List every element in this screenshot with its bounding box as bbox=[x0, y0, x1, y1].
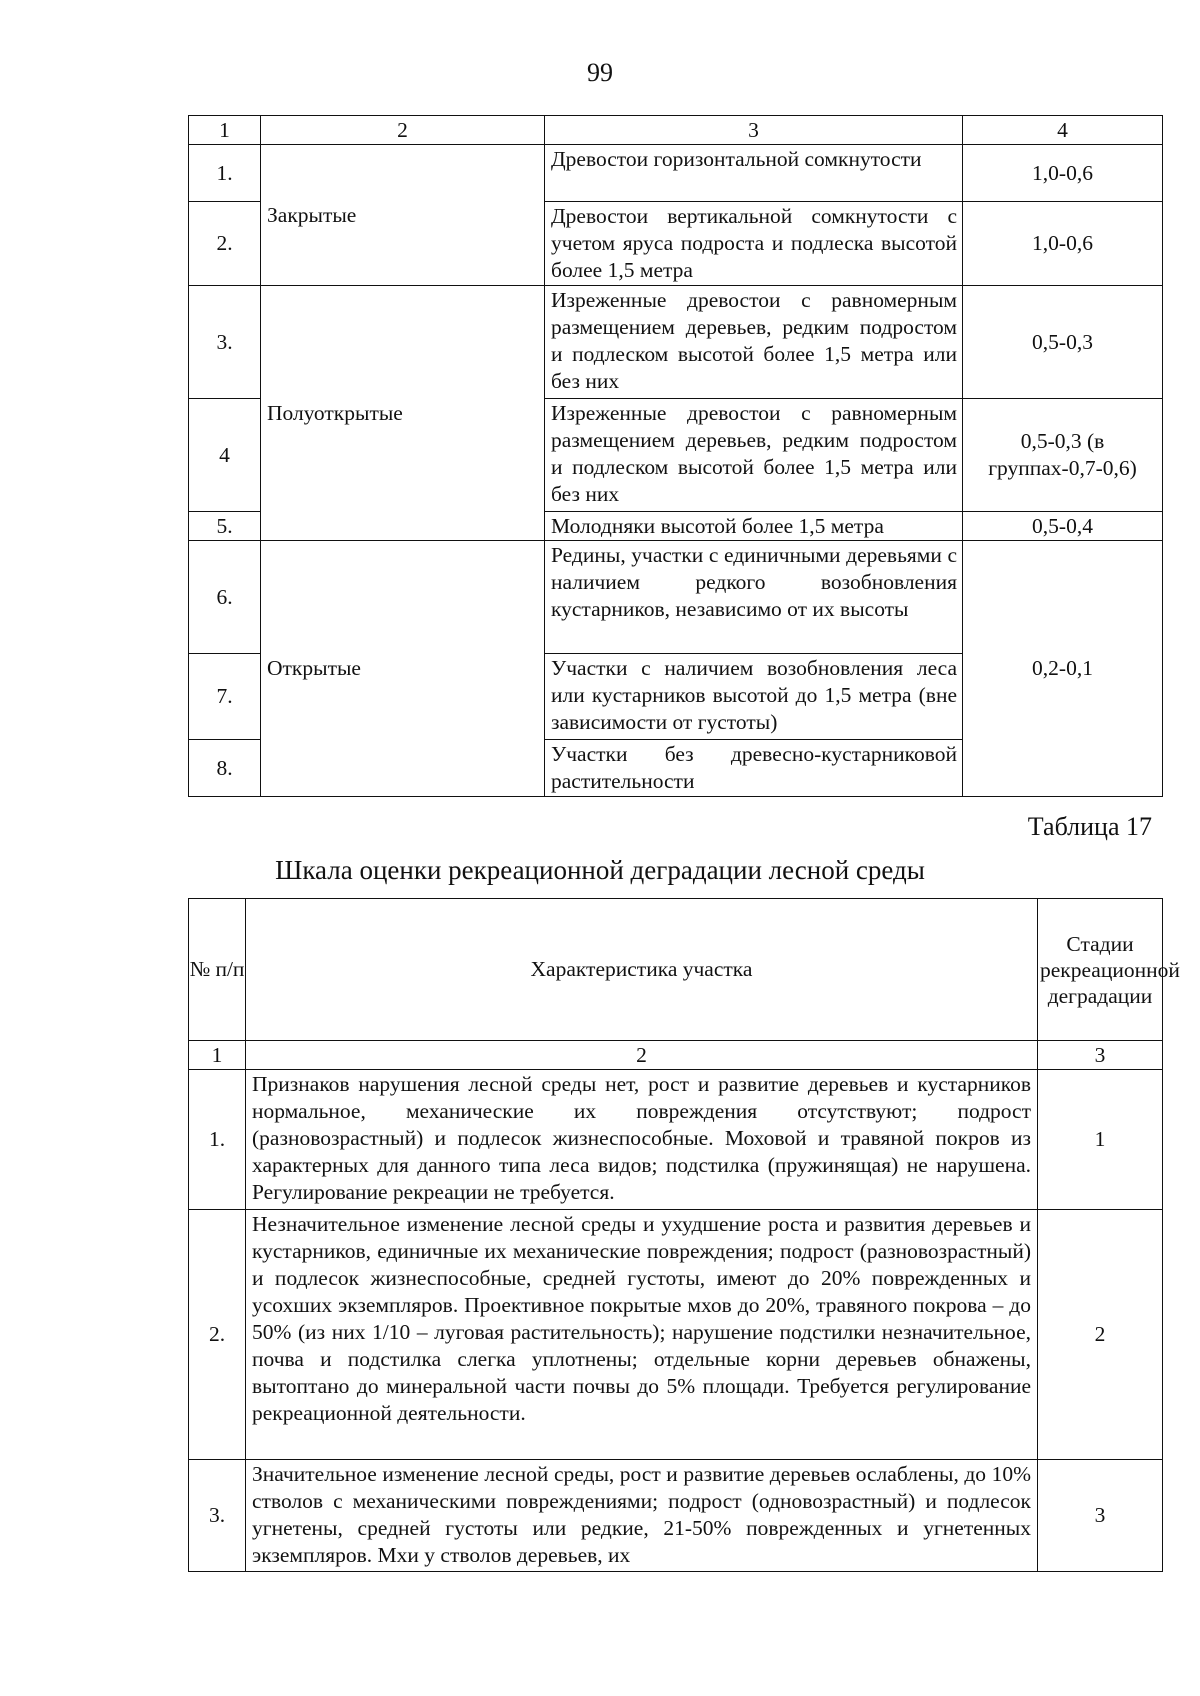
row-number: 7. bbox=[189, 654, 261, 740]
description-cell: Значительное изменение лесной среды, рост и развитие деревьев ослаблены, до 10% стволов с механическими повреждениями; подрост (одновозрастный) и подлесок угнетены, средней густоты или редкие, 21-50% поврежденных и угнетенных экземпляров. Мхи у стволов деревьев, их bbox=[246, 1460, 1038, 1572]
description-cell: Участки с наличием возобновления леса или кустарников высотой до 1,5 метра (вне зависимости от густоты) bbox=[545, 654, 963, 740]
table-label: Таблица 17 bbox=[1027, 812, 1152, 841]
stage-cell: 2 bbox=[1038, 1210, 1163, 1460]
description-cell: Изреженные древостои с равномерным размещением деревьев, редким подростом и подлеском высотой более 1,5 метра или без них bbox=[545, 286, 963, 399]
table-row bbox=[189, 1460, 1163, 1572]
description-cell: Изреженные древостои с равномерным размещением деревьев, редким подростом и подлеском высотой более 1,5 метра или без них bbox=[545, 399, 963, 512]
description-cell: Молодняки высотой более 1,5 метра bbox=[545, 512, 963, 541]
row-number: 5. bbox=[189, 512, 261, 541]
row-number: 3. bbox=[189, 286, 261, 399]
description-cell: Древостои вертикальной сомкнутости с учетом яруса подроста и подлеска высотой более 1,5 метра bbox=[545, 202, 963, 286]
row-number: 3. bbox=[189, 1460, 246, 1572]
table-row bbox=[189, 1070, 1163, 1210]
value-cell: 0,5-0,4 bbox=[963, 512, 1163, 541]
column-number: 2 bbox=[261, 116, 545, 145]
category-cell: Закрытые bbox=[261, 145, 545, 286]
row-number: 1. bbox=[189, 1070, 246, 1210]
value-cell: 0,5-0,3 bbox=[963, 286, 1163, 399]
recreational-degradation-table bbox=[188, 898, 1180, 1572]
table-title: Шкала оценки рекреационной деградации лесной среды bbox=[275, 855, 925, 885]
column-number: 3 bbox=[545, 116, 963, 145]
column-number: 4 bbox=[963, 116, 1163, 145]
table-row bbox=[189, 1210, 1163, 1460]
value-cell: 1,0-0,6 bbox=[963, 202, 1163, 286]
table-row bbox=[189, 286, 1163, 399]
number-header: № п/п bbox=[189, 899, 246, 1041]
description-cell: Незначительное изменение лесной среды и ухудшение роста и развития деревьев и кустарников, единичные их механические повреждения; подрост (разновозрастный) и подлесок жизнеспособные, средней густоты, имеют до 20% поврежденных и усохших экземпляров. Проективное покрытые мхов до 20%, травяного покрова – до 50% (из них 1/10 – луговая растительность); нарушение подстилки незначительное, почва и подстилка слегка уплотнены; отдельные корни деревьев обнажены, вытоптано до минеральной части почвы до 5% площади. Требуется регулирование рекреационной деятельности. bbox=[246, 1210, 1038, 1460]
column-numbers-row bbox=[189, 1041, 1163, 1070]
stage-cell: 1 bbox=[1038, 1070, 1163, 1210]
column-number: 1 bbox=[189, 1041, 246, 1070]
value-cell: 0,2-0,1 bbox=[963, 541, 1163, 797]
row-number: 4 bbox=[189, 399, 261, 512]
stages-header: Стадии рекреационной деградации bbox=[1038, 899, 1163, 1041]
table-row bbox=[189, 145, 1163, 202]
description-cell: Признаков нарушения лесной среды нет, рост и развитие деревьев и кустарников нормальное, механические их повреждения отсутствуют; подрост (разновозрастный) и подлесок жизнеспособные. Моховой и травяной покров из характерных для данного типа леса видов; подстилка (пружинящая) не нарушена. Регулирование рекреации не требуется. bbox=[246, 1070, 1038, 1210]
table-row bbox=[189, 541, 1163, 654]
row-number: 8. bbox=[189, 740, 261, 797]
row-number: 2. bbox=[189, 1210, 246, 1460]
table-header-row bbox=[189, 899, 1163, 1041]
description-cell: Древостои горизонтальной сомкнутости bbox=[545, 145, 963, 202]
page-number: 99 bbox=[587, 58, 613, 87]
row-number: 6. bbox=[189, 541, 261, 654]
category-cell: Открытые bbox=[261, 541, 545, 797]
characteristic-header: Характеристика участка bbox=[246, 899, 1038, 1041]
forest-closure-table bbox=[188, 115, 1163, 797]
value-cell: 0,5-0,3 (в группах-0,7-0,6) bbox=[963, 399, 1163, 512]
description-cell: Участки без древесно-кустарниковой растительности bbox=[545, 740, 963, 797]
row-number: 2. bbox=[189, 202, 261, 286]
column-number: 2 bbox=[246, 1041, 1038, 1070]
value-cell: 1,0-0,6 bbox=[963, 145, 1163, 202]
table-header-row bbox=[189, 116, 1163, 145]
description-cell: Редины, участки с единичными деревьями с наличием редкого возобновления кустарников, независимо от их высоты bbox=[545, 541, 963, 654]
column-number: 3 bbox=[1038, 1041, 1163, 1070]
stage-cell: 3 bbox=[1038, 1460, 1163, 1572]
category-cell: Полуоткрытые bbox=[261, 286, 545, 541]
row-number: 1. bbox=[189, 145, 261, 202]
column-number: 1 bbox=[189, 116, 261, 145]
